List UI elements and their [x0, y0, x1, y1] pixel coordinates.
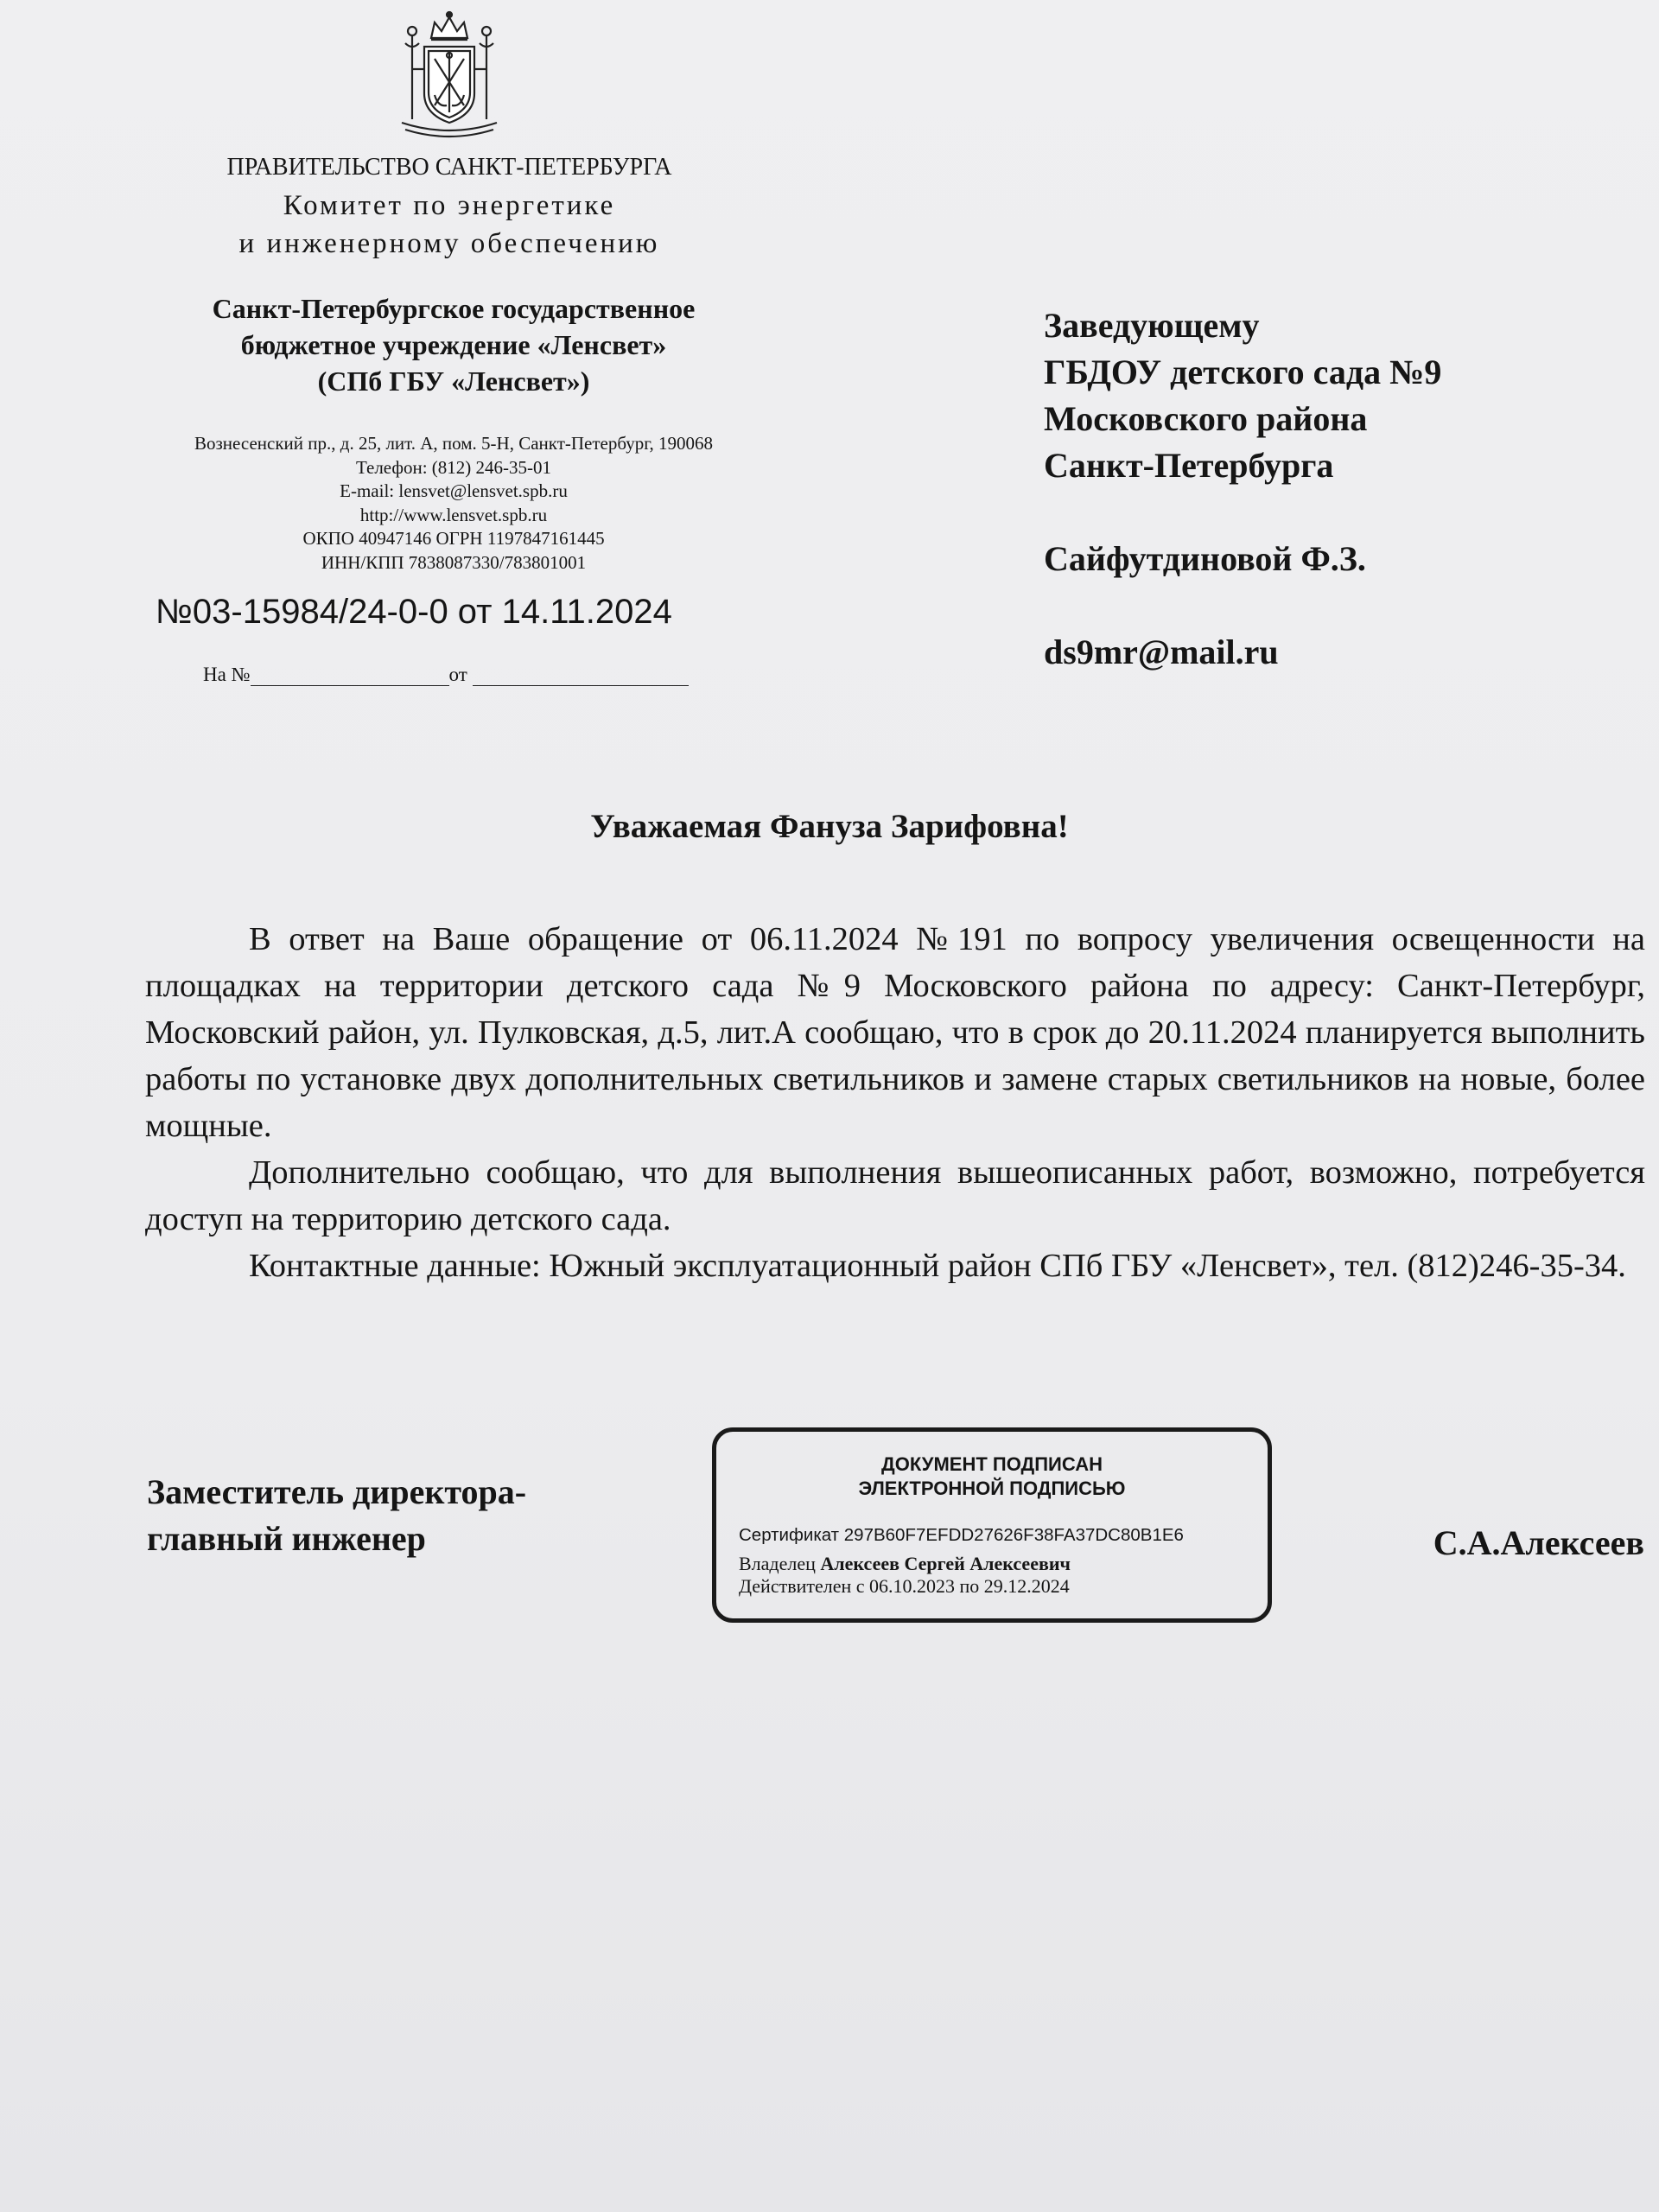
body-paragraph-1: В ответ на Ваше обращение от 06.11.2024 №191 по вопросу увеличения освещенности на площадках на территории детского сада №9 Московского района по адресу: Санкт-Петербург, Московский район, ул. Пулковская, д.5, лит.А сообщаю, что в срок до 20.11.2024 планируется выполнить работы по установке двух дополнительных светильников и замене старых светильников на новые, более мощные.: [145, 921, 1645, 1144]
org-line-1: Санкт-Петербургское государственное: [212, 293, 696, 324]
signer-title-line-2: главный инженер: [147, 1519, 426, 1558]
committee-name: [199, 187, 700, 263]
stamp-owner-name: Алексеев Сергей Алексеевич: [820, 1553, 1071, 1574]
recipient-line-4: Санкт-Петербурга: [1044, 446, 1334, 485]
committee-line-1: Комитет по энергетике: [283, 190, 616, 221]
stamp-owner: [739, 1553, 1071, 1575]
reference-line: [203, 664, 689, 686]
electronic-signature-stamp: [712, 1427, 1272, 1623]
org-email: E-mail: lensvet@lensvet.spb.ru: [340, 480, 568, 501]
government-name: ПРАВИТЕЛЬСТВО САНКТ-ПЕТЕРБУРГА: [226, 154, 672, 181]
signer-title-line-1: Заместитель директора-: [147, 1472, 527, 1511]
stamp-certificate: Сертификат 297B60F7EFDD27626F38FA37DC80B1E6: [739, 1525, 1184, 1545]
stamp-owner-label: Владелец: [739, 1553, 816, 1574]
body-paragraph-3: Контактные данные: Южный эксплуатационный район СПб ГБУ «Ленсвет», тел. (812)246-35-34.: [249, 1248, 1626, 1284]
reference-date-blank: [473, 664, 689, 686]
stamp-validity: Действителен с 06.10.2023 по 29.12.2024: [739, 1575, 1070, 1597]
recipient-block: [1044, 302, 1441, 676]
org-inn-kpp: ИНН/КПП 7838087330/783801001: [321, 551, 587, 573]
signer-name: С.А.Алексеев: [1433, 1523, 1644, 1562]
greeting: Уважаемая Фануза Зарифовна!: [590, 808, 1069, 845]
organization-name: [164, 290, 743, 399]
signer-title: [147, 1469, 526, 1562]
org-address: Вознесенский пр., д. 25, лит. А, пом. 5-Н, Санкт-Петербург, 190068: [194, 433, 713, 454]
reference-prefix: На №: [203, 664, 251, 685]
body-paragraph-2: Дополнительно сообщаю, что для выполнения вышеописанных работ, возможно, потребуется доступ на территорию детского сада.: [145, 1154, 1645, 1237]
org-line-2: бюджетное учреждение «Ленсвет»: [240, 329, 667, 360]
stamp-title: [716, 1452, 1268, 1501]
stamp-title-line-2: ЭЛЕКТРОННОЙ ПОДПИСЬЮ: [858, 1478, 1126, 1499]
organization-contacts: [147, 432, 760, 575]
registration-number: №03-15984/24-0-0 от 14.11.2024: [156, 593, 672, 631]
committee-line-2: и инженерному обеспечению: [238, 228, 660, 259]
org-line-3: (СПб ГБУ «Ленсвет»): [317, 365, 590, 397]
reference-from-label: от: [448, 664, 467, 685]
recipient-line-1: Заведующему: [1044, 306, 1260, 345]
reference-number-blank: [251, 664, 449, 686]
org-phone: Телефон: (812) 246-35-01: [355, 456, 552, 478]
org-okpo-ogrn: ОКПО 40947146 ОГРН 1197847161445: [302, 528, 605, 549]
letter-body: [145, 916, 1645, 1289]
recipient-line-3: Московского района: [1044, 399, 1368, 438]
spb-coat-of-arms-icon: [393, 9, 505, 138]
recipient-email: ds9mr@mail.ru: [1044, 632, 1279, 671]
org-website: http://www.lensvet.spb.ru: [359, 504, 548, 525]
recipient-line-2: ГБДОУ детского сада №9: [1044, 353, 1442, 391]
stamp-title-line-1: ДОКУМЕНТ ПОДПИСАН: [881, 1453, 1103, 1475]
recipient-name: Сайфутдиновой Ф.З.: [1044, 539, 1366, 578]
